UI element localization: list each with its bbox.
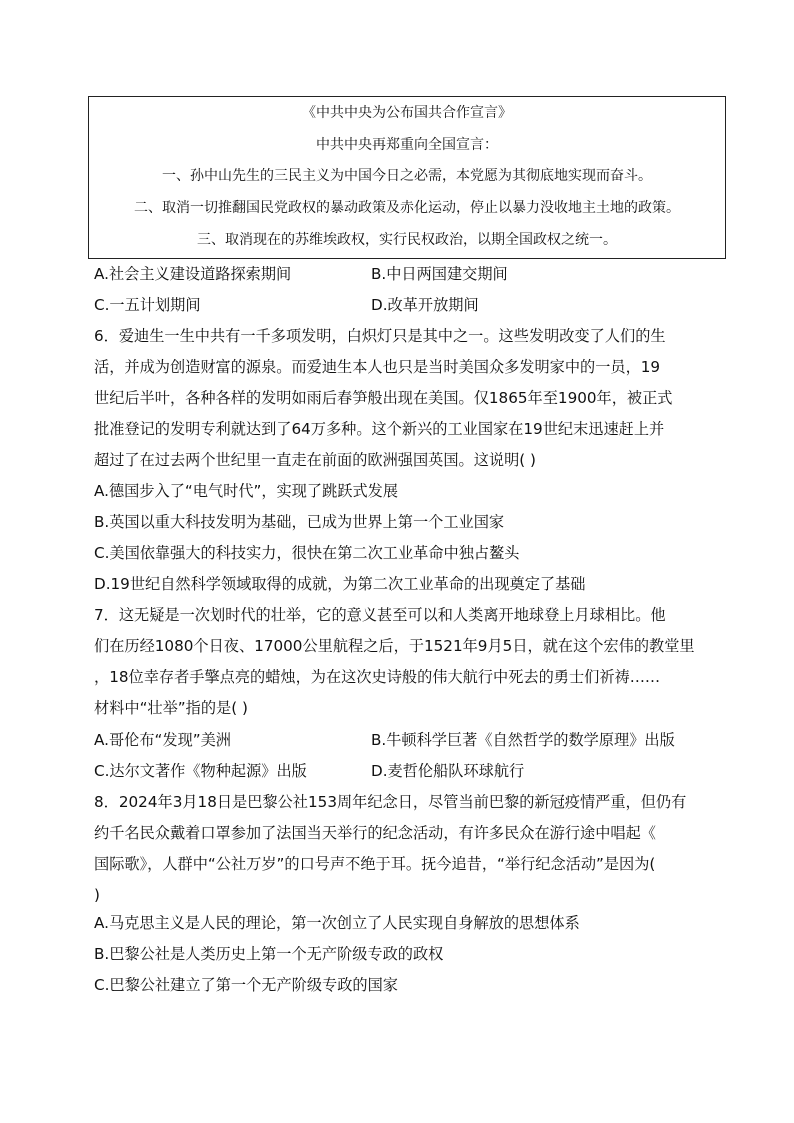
q6-stem-line: 活，并成为创造财富的源泉。而爱迪生本人也只是当时美国众多发明家中的一员，19 <box>94 358 661 376</box>
q6-option-b: B.英国以重大科技发明为基础，已成为世界上第一个工业国家 <box>94 513 505 531</box>
q7-option-a: A.哥伦布“发现”美洲 <box>94 731 231 749</box>
q8-option-c: C.巴黎公社建立了第一个无产阶级专政的国家 <box>94 976 398 994</box>
q7-stem-line: ，18位幸存者手擎点亮的蜡烛，为在这次史诗般的伟大航行中死去的勇士们祈祷…… <box>94 668 661 686</box>
quote-title: 《中共中央为公布国共合作宣言》 <box>302 105 512 121</box>
quote-subtitle: 中共中央再郑重向全国宣言： <box>316 137 498 153</box>
q5-option-a: A.社会主义建设道路探索期间 <box>94 265 292 283</box>
q8-option-a: A.马克思主义是人民的理论，第一次创立了人民实现自身解放的思想体系 <box>94 914 580 932</box>
q6-stem-line: 世纪后半叶，各种各样的发明如雨后春笋般出现在美国。仅1865年至1900年，被正式 <box>94 389 673 407</box>
q7-option-d: D.麦哲伦船队环球航行 <box>371 762 525 780</box>
q7-option-c: C.达尔文著作《物种起源》出版 <box>94 762 307 780</box>
q8-stem-line: 约千名民众戴着口罩参加了法国当天举行的纪念活动，有许多民众在游行途中唱起《 <box>94 824 656 842</box>
q7-stem-line: 们在历经1080个日夜、17000公里航程之后，于1521年9月5日，就在这个宏伟的教堂里 <box>94 637 695 655</box>
q7-option-b: B.牛顿科学巨著《自然哲学的数学原理》出版 <box>371 731 675 749</box>
q8-stem-line: ) <box>94 886 100 904</box>
q6-option-c: C.美国依靠强大的科技实力，很快在第二次工业革命中独占鳌头 <box>94 544 520 562</box>
q8-stem-line: 8．2024年3月18日是巴黎公社153周年纪念日，尽管当前巴黎的新冠疫情严重，但仍有 <box>94 793 687 811</box>
q6-option-d: D.19世纪自然科学领域取得的成就，为第二次工业革命的出现奠定了基础 <box>94 575 586 593</box>
q8-option-b: B.巴黎公社是人类历史上第一个无产阶级专政的政权 <box>94 945 444 963</box>
q8-stem-line: 国际歌》，人群中“公社万岁”的口号声不绝于耳。抚今追昔，“举行纪念活动”是因为( <box>94 855 656 873</box>
q6-stem-line: 批准登记的发明专利就达到了64万多种。这个新兴的工业国家在19世纪末迅速赶上并 <box>94 420 665 438</box>
q5-option-d: D.改革开放期间 <box>371 296 479 314</box>
quote-item: 三、取消现在的苏维埃政权，实行民权政治，以期全国政权之统一。 <box>197 232 617 248</box>
quote-item: 一、孙中山先生的三民主义为中国今日之必需，本党愿为其彻底地实现而奋斗。 <box>162 168 652 184</box>
q6-stem-line: 超过了在过去两个世纪里一直走在前面的欧洲强国英国。这说明( ) <box>94 451 536 469</box>
q7-stem-line: 7．这无疑是一次划时代的壮举，它的意义甚至可以和人类离开地球登上月球相比。他 <box>94 606 666 624</box>
q5-option-b: B.中日两国建交期间 <box>371 265 508 283</box>
q6-stem-line: 6．爱迪生一生中共有一千多项发明，白炽灯只是其中之一。这些发明改变了人们的生 <box>94 327 666 345</box>
quote-item: 二、取消一切推翻国民党政权的暴动政策及赤化运动，停止以暴力没收地主土地的政策。 <box>134 200 680 216</box>
q6-option-a: A.德国步入了“电气时代”，实现了跳跃式发展 <box>94 482 399 500</box>
q7-stem-line: 材料中“壮举”指的是( ) <box>94 699 248 717</box>
quote-box <box>88 96 726 259</box>
q5-option-c: C.一五计划期间 <box>94 296 201 314</box>
